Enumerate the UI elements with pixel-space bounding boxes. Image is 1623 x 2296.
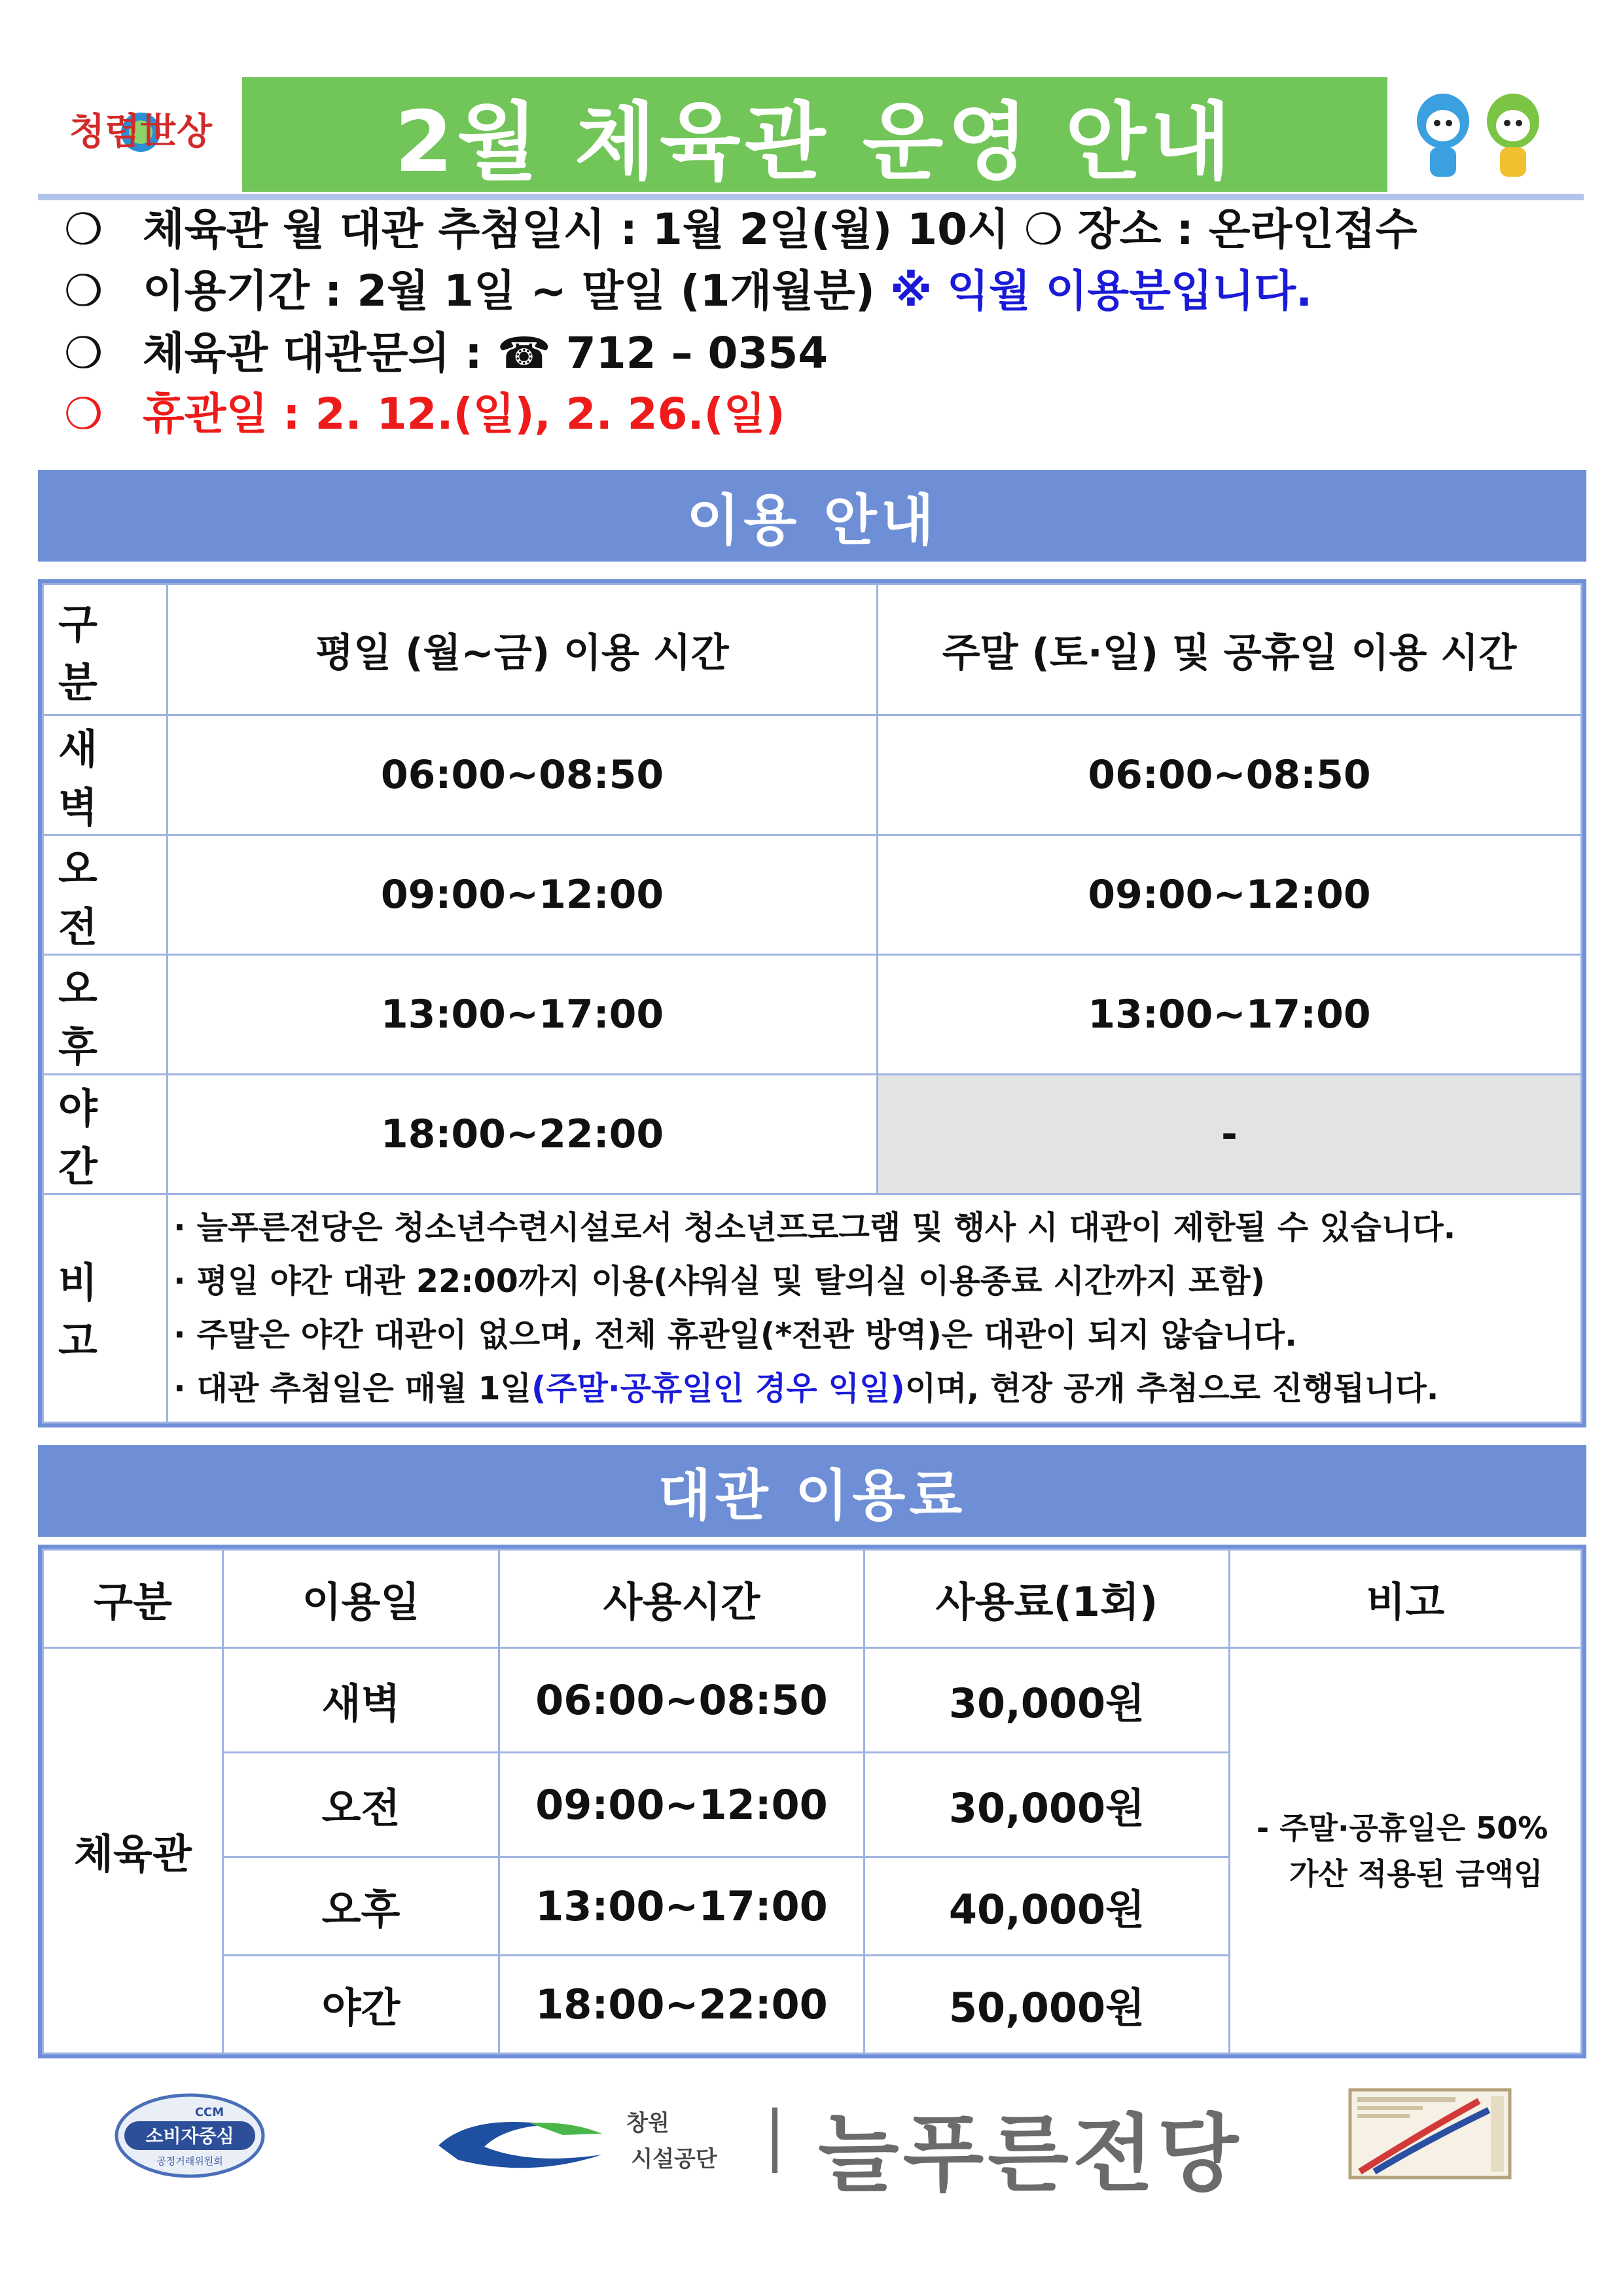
footer-divider bbox=[772, 2108, 777, 2173]
holiday-exception-note: (주말·공휴일인 경우 익일) bbox=[531, 1370, 905, 1407]
corp-logo-line1: 창원 bbox=[626, 2110, 669, 2136]
circle-bullet-icon: ❍ bbox=[64, 389, 103, 439]
fee-price: 30,000원 bbox=[865, 1648, 1230, 1753]
weekend-time: 09:00~12:00 bbox=[878, 835, 1582, 955]
weekday-time: 13:00~17:00 bbox=[168, 955, 878, 1075]
row-label: 오후 bbox=[43, 955, 168, 1075]
row-label: 오전 bbox=[43, 835, 168, 955]
fee-day: 오전 bbox=[223, 1753, 499, 1857]
note-item: · 대관 추첨일은 매월 1일(주말·공휴일인 경우 익일)이며, 현장 공개 추첨으로 진행됩니다. bbox=[173, 1370, 1439, 1407]
note-item: · 주말은 야간 대관이 없으며, 전체 휴관일(*전관 방역)은 대관이 되지 않습니다. bbox=[173, 1316, 1297, 1354]
facility-category: 체육관 bbox=[43, 1648, 223, 2054]
header-day: 이용일 bbox=[223, 1550, 499, 1648]
fee-day: 야간 bbox=[223, 1956, 499, 2054]
fee-price: 40,000원 bbox=[865, 1857, 1230, 1956]
corp-logo-line2: 시설공단 bbox=[631, 2146, 717, 2172]
note-item: · 평일 야간 대관 22:00까지 이용(샤워실 및 탈의실 이용종료 시간까지 포함) bbox=[173, 1263, 1265, 1300]
ccm-logo-main: 소비자중심 bbox=[145, 2125, 234, 2147]
mascot-characters-image bbox=[1400, 85, 1558, 190]
header-price: 사용료(1회) bbox=[865, 1550, 1230, 1648]
circle-bullet-icon: ❍ bbox=[64, 328, 103, 378]
fee-day: 오후 bbox=[223, 1857, 499, 1956]
lottery-info-line: ❍ 체육관 월 대관 추첨일시 : 1월 2일(월) 10시 ❍ 장소 : 온라인접수 bbox=[64, 204, 1418, 255]
circle-bullet-icon: ❍ bbox=[64, 266, 103, 316]
integrity-logo bbox=[62, 92, 219, 177]
service-quality-certification-mark bbox=[1348, 2088, 1512, 2179]
fee-price: 50,000원 bbox=[865, 1956, 1230, 2054]
usage-period-line: ❍ 이용기간 : 2월 1일 ~ 말일 (1개월분) ※ 익월 이용분입니다. bbox=[64, 266, 1313, 316]
header-category: 구분 bbox=[43, 584, 168, 715]
header-time: 사용시간 bbox=[499, 1550, 865, 1648]
header-weekday: 평일 (월~금) 이용 시간 bbox=[168, 584, 878, 715]
page-title-bar bbox=[242, 77, 1387, 192]
weekend-time: 13:00~17:00 bbox=[878, 955, 1582, 1075]
fee-time: 06:00~08:50 bbox=[499, 1648, 865, 1753]
header-category: 구분 bbox=[43, 1550, 223, 1648]
weekend-time-unavailable: - bbox=[878, 1075, 1582, 1194]
weekday-time: 06:00~08:50 bbox=[168, 715, 878, 835]
closed-days-line: ❍ 휴관일 : 2. 12.(일), 2. 26.(일) bbox=[64, 389, 785, 439]
notes-cell bbox=[168, 1194, 1582, 1423]
ccm-logo-text: CCM bbox=[194, 2106, 224, 2119]
fee-time: 18:00~22:00 bbox=[499, 1956, 865, 2054]
usage-hours-table bbox=[38, 579, 1586, 1427]
usage-section-header: 이용 안내 bbox=[38, 470, 1586, 562]
header-weekend: 주말 (토·일) 및 공휴일 이용 시간 bbox=[878, 584, 1582, 715]
changwon-facilities-corporation-logo bbox=[432, 2094, 759, 2179]
brand-name: 늘푸른전당 bbox=[818, 2106, 1243, 2203]
fee-time: 13:00~17:00 bbox=[499, 1857, 865, 1956]
fee-price: 30,000원 bbox=[865, 1753, 1230, 1857]
row-label: 새벽 bbox=[43, 715, 168, 835]
ccm-logo-agency: 공정거래위원회 bbox=[156, 2155, 223, 2167]
row-label: 야간 bbox=[43, 1075, 168, 1194]
integrity-logo-text: 청렴世상 bbox=[69, 111, 213, 153]
fee-time: 09:00~12:00 bbox=[499, 1753, 865, 1857]
next-month-note: ※ 익월 이용분입니다. bbox=[874, 266, 1313, 316]
note-item: · 늘푸른전당은 청소년수련시설로서 청소년프로그램 및 행사 시 대관이 제한될 수 있습니다. bbox=[173, 1209, 1456, 1246]
fee-day: 새벽 bbox=[223, 1648, 499, 1753]
ccm-certification-logo bbox=[111, 2091, 268, 2179]
rental-inquiry-line: ❍ 체육관 대관문의 : ☎ 712 – 0354 bbox=[64, 328, 829, 378]
fee-section-header: 대관 이용료 bbox=[38, 1445, 1586, 1537]
page-title: 2월 체육관 운영 안내 bbox=[395, 93, 1235, 191]
rental-fee-table bbox=[38, 1545, 1586, 2058]
weekend-time: 06:00~08:50 bbox=[878, 715, 1582, 835]
weekday-time: 18:00~22:00 bbox=[168, 1075, 878, 1194]
circle-bullet-icon: ❍ bbox=[64, 204, 103, 255]
weekday-time: 09:00~12:00 bbox=[168, 835, 878, 955]
fee-remarks: - 주말·공휴일은 50% 가산 적용된 금액임 bbox=[1230, 1648, 1582, 2054]
title-underline bbox=[38, 194, 1584, 200]
header-remarks: 비고 bbox=[1230, 1550, 1582, 1648]
notes-label: 비고 bbox=[43, 1194, 168, 1423]
